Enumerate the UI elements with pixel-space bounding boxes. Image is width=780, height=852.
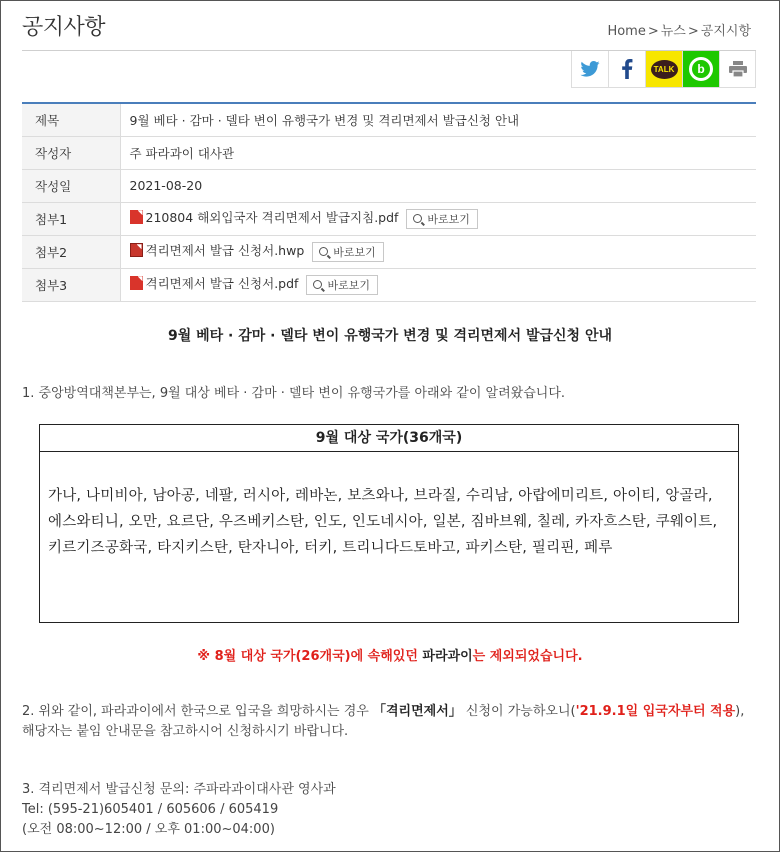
attachment-cell xyxy=(120,268,756,301)
pdf-file-icon xyxy=(130,276,143,290)
preview-button-label: 바로보기 xyxy=(333,245,376,259)
preview-button[interactable] xyxy=(406,209,478,229)
contact-hours: (오전 08:00~12:00 / 오후 01:00~04:00) xyxy=(22,822,275,837)
post-title-value: 9월 베타 · 감마 · 델타 변이 유행국가 변경 및 격리면제서 발급신청 안내 xyxy=(120,103,756,136)
info-row-date xyxy=(22,169,756,202)
contact-phone: Tel: (595-21)605401 / 605606 / 605419 xyxy=(22,802,279,817)
magnifier-icon xyxy=(413,214,422,223)
note-country: 파라과이 xyxy=(422,649,473,664)
paragraph-2 xyxy=(22,702,752,742)
preview-button-label: 바로보기 xyxy=(427,212,470,226)
country-list-box xyxy=(39,424,739,623)
info-label: 작성자 xyxy=(22,136,120,169)
preview-button[interactable] xyxy=(312,242,384,262)
twitter-icon xyxy=(580,61,600,77)
magnifier-icon xyxy=(313,280,322,289)
magnifier-icon xyxy=(319,247,328,256)
attachment-cell xyxy=(120,235,756,268)
paragraph-2-document: 「격리면제서」 xyxy=(373,704,462,719)
content-heading: 9월 베타 · 감마 · 델타 변이 유행국가 변경 및 격리면제서 발급신청 안내 xyxy=(167,328,612,344)
breadcrumb-home[interactable]: Home xyxy=(607,24,646,39)
share-kakaotalk-button[interactable] xyxy=(645,51,682,87)
share-facebook-button[interactable] xyxy=(608,51,645,87)
breadcrumb-separator: > xyxy=(687,24,699,39)
paragraph-2-highlight: '21.9.1일 입국자부터 적용 xyxy=(575,704,736,719)
info-label: 제목 xyxy=(22,103,120,136)
date-value: 2021-08-20 xyxy=(120,169,756,202)
paragraph-2-text: ), 해당자는 붙임 안내문을 참고하시어 신청하시기 바랍니다. xyxy=(22,704,745,739)
info-label: 작성일 xyxy=(22,169,120,202)
paragraph-3 xyxy=(22,780,752,840)
info-label: 첨부2 xyxy=(22,235,120,268)
info-label: 첨부1 xyxy=(22,202,120,235)
contact-heading: 3. 격리면제서 발급신청 문의: 주파라과이대사관 영사과 xyxy=(22,782,336,797)
country-list: 가나, 나미비아, 남아공, 네팔, 러시아, 레바논, 보츠와나, 브라질, 수리남, 아랍에미리트, 아이티, 앙골라, 에스와티니, 오만, 요르단, 우즈베키스탄, 인도, 인도네시아, 일본, 짐바브웨, 칠레, 카자흐스탄, 쿠웨이트, 키르기즈공화국, 타지키스탄, 탄자니아, 터키, 트리니다드토바고, 파키스탄, 필리핀, 페루 xyxy=(48,488,718,556)
hwp-file-icon xyxy=(130,243,143,257)
info-row-attachment-1 xyxy=(22,202,756,235)
print-button[interactable] xyxy=(719,51,756,87)
pdf-file-icon xyxy=(130,210,143,224)
paragraph-1: 1. 중앙방역대책본부는, 9월 대상 베타 · 감마 · 델타 변이 유행국가를 아래와 같이 알려왔습니다. xyxy=(22,386,566,401)
breadcrumb xyxy=(606,20,752,39)
attachment-cell xyxy=(120,202,756,235)
share-bar xyxy=(571,51,756,88)
info-row-title xyxy=(22,103,756,136)
post-info-table xyxy=(22,102,756,302)
band-icon: b xyxy=(689,57,713,81)
country-list-title: 9월 대상 국가(36개국) xyxy=(40,425,738,452)
attachment-link[interactable]: 격리면제서 발급 신청서.hwp xyxy=(145,243,305,259)
info-row-attachment-2 xyxy=(22,235,756,268)
share-band-button[interactable] xyxy=(682,51,719,87)
paragraph-2-text: 신청이 가능하오니( xyxy=(461,704,576,719)
page-title: 공지사항 xyxy=(22,15,106,40)
info-row-author xyxy=(22,136,756,169)
note-text: 는 제외되었습니다. xyxy=(472,649,583,664)
note-text: ※ 8월 대상 국가(26개국)에 속해있던 xyxy=(197,649,423,664)
attachment-link[interactable]: 210804 해외입국자 격리면제서 발급지침.pdf xyxy=(145,210,399,226)
attachment-link[interactable]: 격리면제서 발급 신청서.pdf xyxy=(145,276,299,292)
preview-button[interactable] xyxy=(306,275,378,295)
breadcrumb-current: 공지시항 xyxy=(700,24,751,39)
exclusion-note xyxy=(0,645,780,664)
print-icon xyxy=(729,61,747,77)
preview-button-label: 바로보기 xyxy=(327,278,370,292)
facebook-icon xyxy=(621,59,633,79)
breadcrumb-news[interactable]: 뉴스 xyxy=(660,24,686,39)
paragraph-2-text: 2. 위와 같이, 파라과이에서 한국으로 입국을 희망하시는 경우 xyxy=(22,704,373,719)
author-value: 주 파라과이 대사관 xyxy=(120,136,756,169)
info-row-attachment-3 xyxy=(22,268,756,301)
share-twitter-button[interactable] xyxy=(571,51,608,87)
info-label: 첨부3 xyxy=(22,268,120,301)
kakaotalk-icon: TALK xyxy=(651,60,678,79)
breadcrumb-separator: > xyxy=(647,24,659,39)
